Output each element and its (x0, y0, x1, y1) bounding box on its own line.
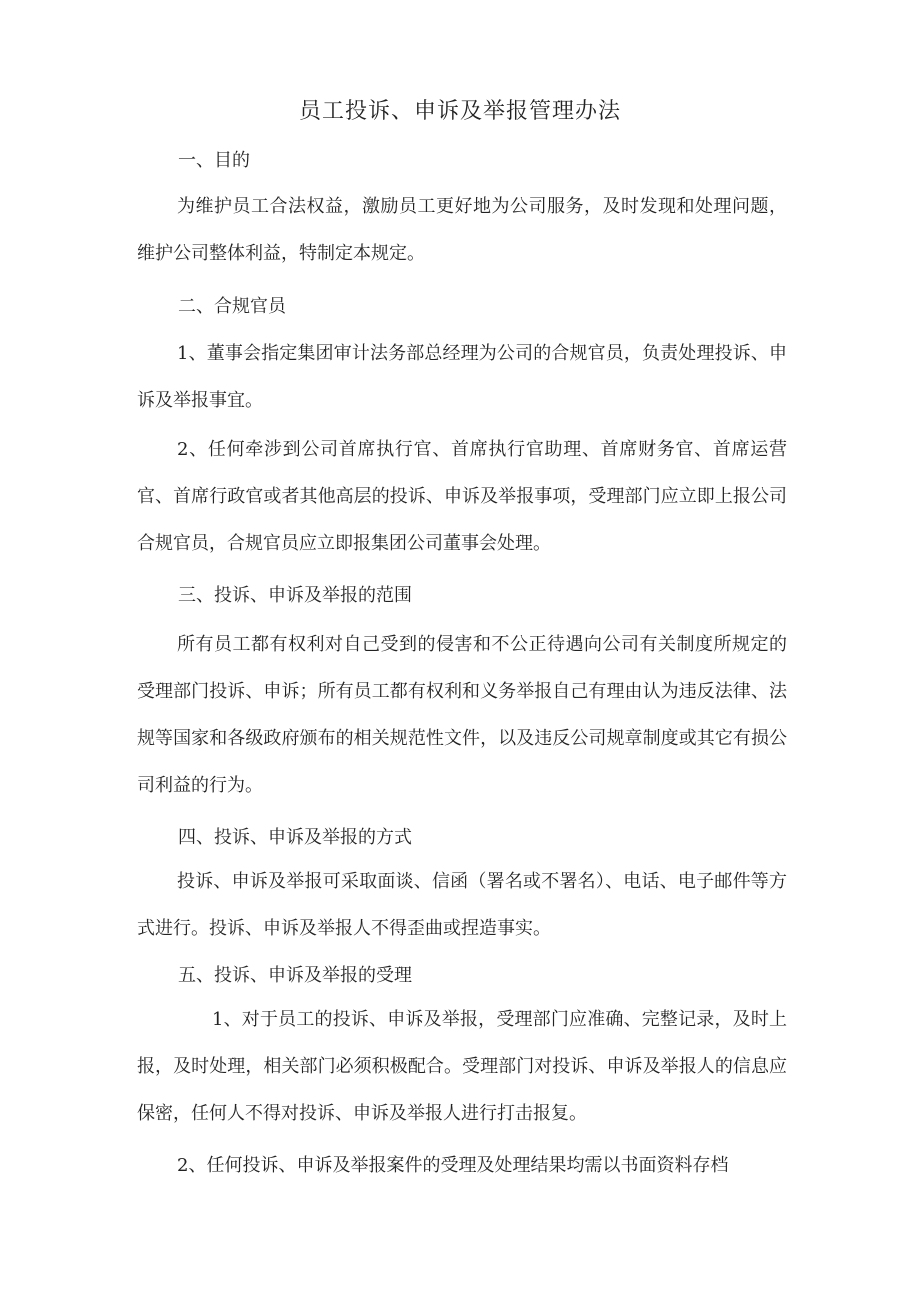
paragraph-compliance-1: 1、董事会指定集团审计法务部总经理为公司的合规官员，负责处理投诉、申诉及举报事宜。 (137, 343, 787, 411)
section-heading-compliance-officer: 二、合规官员 (178, 296, 286, 317)
paragraph-methods: 投诉、申诉及举报可采取面谈、信函（署名或不署名）、电话、电子邮件等方式进行。投诉、申诉及举报人不得歪曲或捏造事实。 (137, 871, 787, 939)
paragraph-acceptance-1: 1、对于员工的投诉、申诉及举报，受理部门应准确、完整记录，及时上报，及时处理，相关部门必须积极配合。受理部门对投诉、申诉及举报人的信息应保密，任何人不得对投诉、申诉及举报人进行打击报复。 (137, 1009, 787, 1124)
paragraph-scope: 所有员工都有权利对自己受到的侵害和不公正待遇向公司有关制度所规定的受理部门投诉、申诉；所有员工都有权利和义务举报自己有理由认为违反法律、法规等国家和各级政府颁布的相关规范性文件，以及违反公司规章制度或其它有损公司利益的行为。 (137, 634, 787, 796)
section-heading-purpose: 一、目的 (178, 150, 250, 171)
section-heading-methods: 四、投诉、申诉及举报的方式 (178, 827, 412, 848)
paragraph-compliance-2: 2、任何牵涉到公司首席执行官、首席执行官助理、首席财务官、首席运营官、首席行政官或者其他高层的投诉、申诉及举报事项，受理部门应立即上报公司合规官员，合规官员应立即报集团公司董事会处理。 (137, 439, 787, 554)
paragraph-purpose: 为维护员工合法权益，激励员工更好地为公司服务，及时发现和处理问题，维护公司整体利益，特制定本规定。 (137, 196, 787, 264)
section-heading-scope: 三、投诉、申诉及举报的范围 (178, 585, 412, 606)
section-heading-acceptance: 五、投诉、申诉及举报的受理 (178, 965, 412, 986)
paragraph-acceptance-2: 2、任何投诉、申诉及举报案件的受理及处理结果均需以书面资料存档 (177, 1155, 729, 1176)
document-title: 员工投诉、申诉及举报管理办法 (298, 99, 621, 124)
